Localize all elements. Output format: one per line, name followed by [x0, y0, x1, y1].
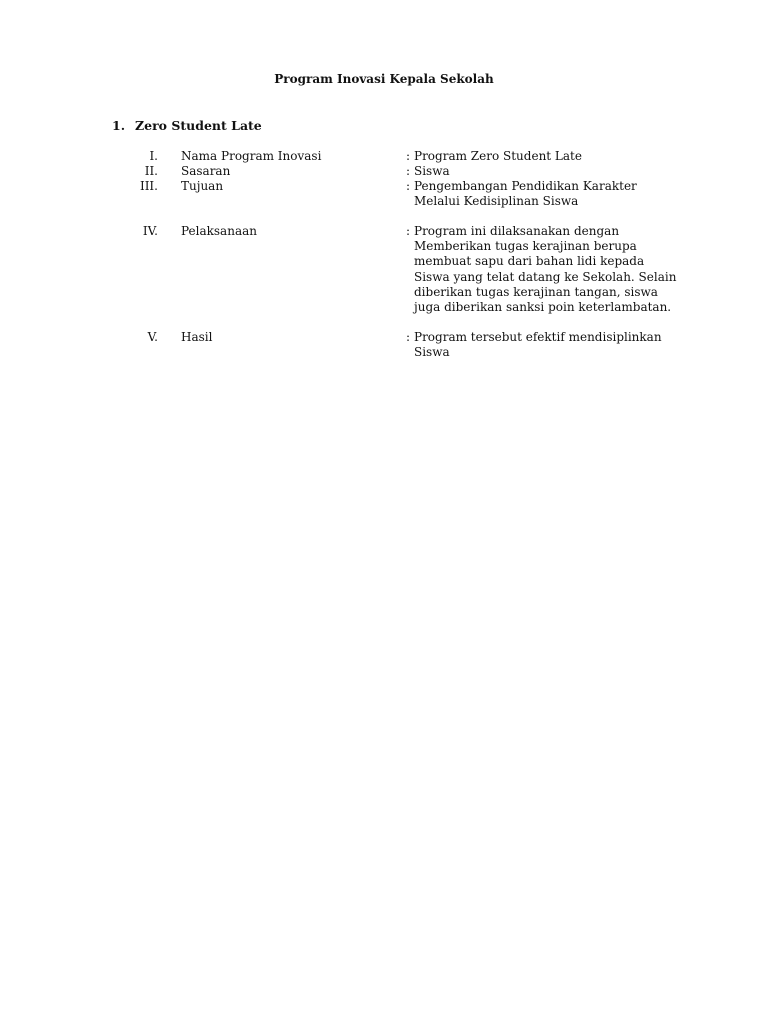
item-value	[414, 224, 677, 315]
item-value-line: Program Zero Student Late	[414, 149, 582, 163]
section-heading	[112, 118, 262, 133]
document-title: Program Inovasi Kepala Sekolah	[274, 72, 494, 86]
item-value-line: diberikan tugas kerajinan tangan, siswa	[414, 284, 658, 299]
item-value	[414, 149, 674, 164]
item-colon: :	[406, 330, 411, 344]
item-value-line: Siswa yang telat datang ke Sekolah. Selain	[414, 269, 677, 284]
item-value	[414, 179, 674, 209]
item-colon: :	[406, 224, 411, 238]
item-roman-numeral: IV.	[142, 224, 158, 238]
item-label: Nama Program Inovasi	[181, 149, 322, 163]
item-label: Tujuan	[181, 179, 224, 193]
item-value-line: Siswa	[414, 345, 450, 360]
item-roman-numeral: III.	[139, 179, 158, 193]
item-label: Hasil	[181, 330, 213, 344]
section-number: 1.	[112, 118, 126, 133]
item-value-line: Siswa	[414, 164, 450, 178]
item-value-line: Melalui Kedisiplinan Siswa	[414, 194, 579, 209]
item-value-line: Memberikan tugas kerajinan berupa	[414, 239, 637, 254]
item-colon: :	[406, 179, 411, 193]
item-roman-numeral: I.	[149, 149, 158, 163]
item-value-line: membuat sapu dari bahan lidi kepada	[414, 254, 645, 269]
item-value	[414, 330, 674, 360]
item-roman-numeral: II.	[144, 164, 158, 178]
item-label: Pelaksanaan	[181, 224, 257, 238]
item-value	[414, 164, 674, 179]
item-value-line: Program tersebut efektif mendisiplinkan	[414, 330, 662, 344]
item-value-line: Program ini dilaksanakan dengan	[414, 224, 620, 238]
item-value-line: Pengembangan Pendidikan Karakter	[414, 179, 637, 193]
item-colon: :	[406, 164, 411, 178]
section-title: Zero Student Late	[135, 118, 262, 133]
item-colon: :	[406, 149, 411, 163]
item-value-line: juga diberikan sanksi poin keterlambatan.	[414, 300, 672, 315]
item-roman-numeral: V.	[147, 330, 158, 344]
item-label: Sasaran	[181, 164, 231, 178]
